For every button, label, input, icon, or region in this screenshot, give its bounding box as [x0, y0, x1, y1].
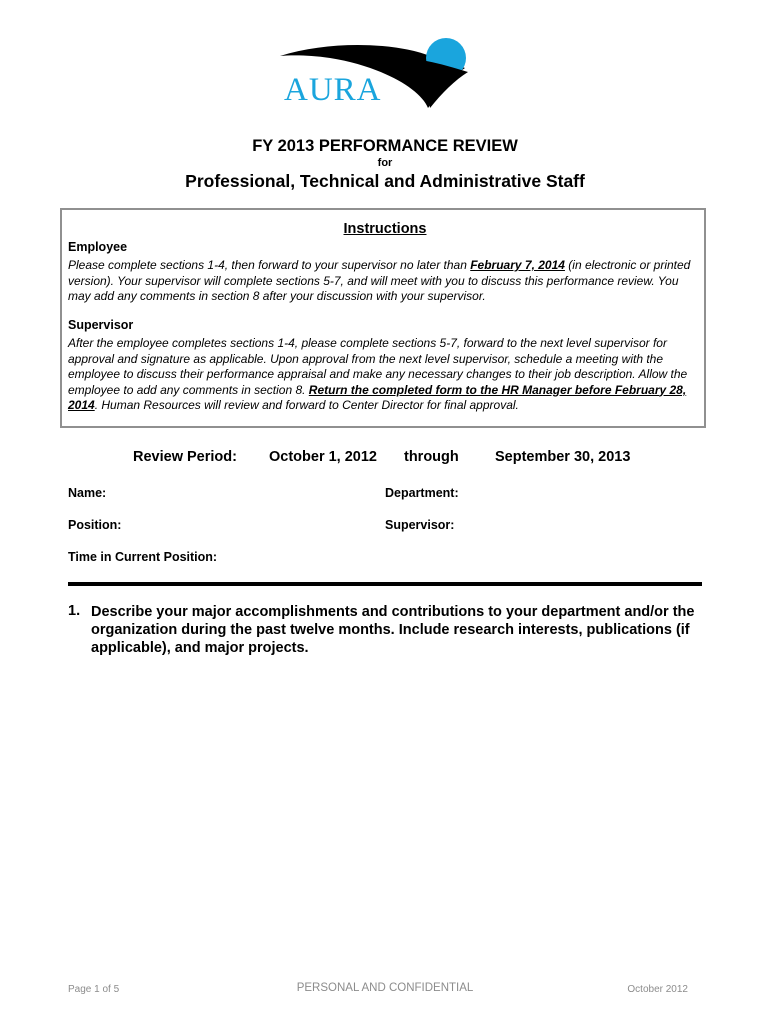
review-period-end: September 30, 2013	[495, 449, 631, 465]
title-for: for	[377, 157, 393, 169]
footer-confidential: PERSONAL AND CONFIDENTIAL	[296, 982, 474, 994]
time-in-position-label: Time in Current Position:	[68, 550, 218, 564]
employee-text-2: (in electronic or printed version). Your supervisor will complete sections 5-7, and will meet with you to discuss this performance review. You may add any comments in section 8 after your discussion with your supervisor.	[68, 258, 691, 303]
supervisor-text-1: After the employee completes sections 1-4, please complete sections 5-7, forward to the next level supervisor for approval and signature as applicable. Upon approval from the next level supervisor, schedule a meeting with the employee to discuss their performance appraisal and make any necessary changes to their job description. Allow the employee to add any comments in section 8.	[68, 336, 688, 397]
employee-deadline: February 7, 2014	[470, 258, 565, 272]
section-divider	[68, 582, 702, 586]
page-subtitle: Professional, Technical and Administrative Staff	[185, 171, 585, 191]
instructions-heading: Instructions	[343, 221, 427, 237]
supervisor-instructions	[68, 336, 703, 414]
review-period-start: October 1, 2012	[269, 449, 377, 465]
footer-page-number: Page 1 of 5	[68, 984, 120, 995]
question-1-text: Describe your major accomplishments and contributions to your department and/or the organization during the past twelve months. Include research interests, publications (if applicable), and major projects.	[91, 604, 695, 656]
supervisor-label: Supervisor:	[385, 518, 455, 532]
logo-text: AURA	[284, 72, 382, 108]
employee-heading: Employee	[68, 240, 128, 254]
supervisor-emphasis: Return the completed form to the HR Manager before February 28, 2014	[68, 382, 687, 412]
supervisor-text-2: . Human Resources will review and forward to Center Director for final approval.	[94, 398, 519, 412]
department-label: Department:	[385, 486, 459, 500]
employee-instructions	[68, 258, 703, 305]
question-1-number: 1.	[68, 603, 81, 619]
position-label: Position:	[68, 518, 122, 532]
name-label: Name:	[68, 486, 107, 500]
footer-date: October 2012	[627, 984, 688, 995]
supervisor-heading: Supervisor	[68, 318, 134, 332]
review-period-label: Review Period:	[133, 449, 237, 465]
review-period-through: through	[404, 449, 459, 465]
employee-text-1: Please complete sections 1-4, then forward to your supervisor no later than	[68, 258, 471, 272]
page-title: FY 2013 PERFORMANCE REVIEW	[252, 137, 518, 155]
